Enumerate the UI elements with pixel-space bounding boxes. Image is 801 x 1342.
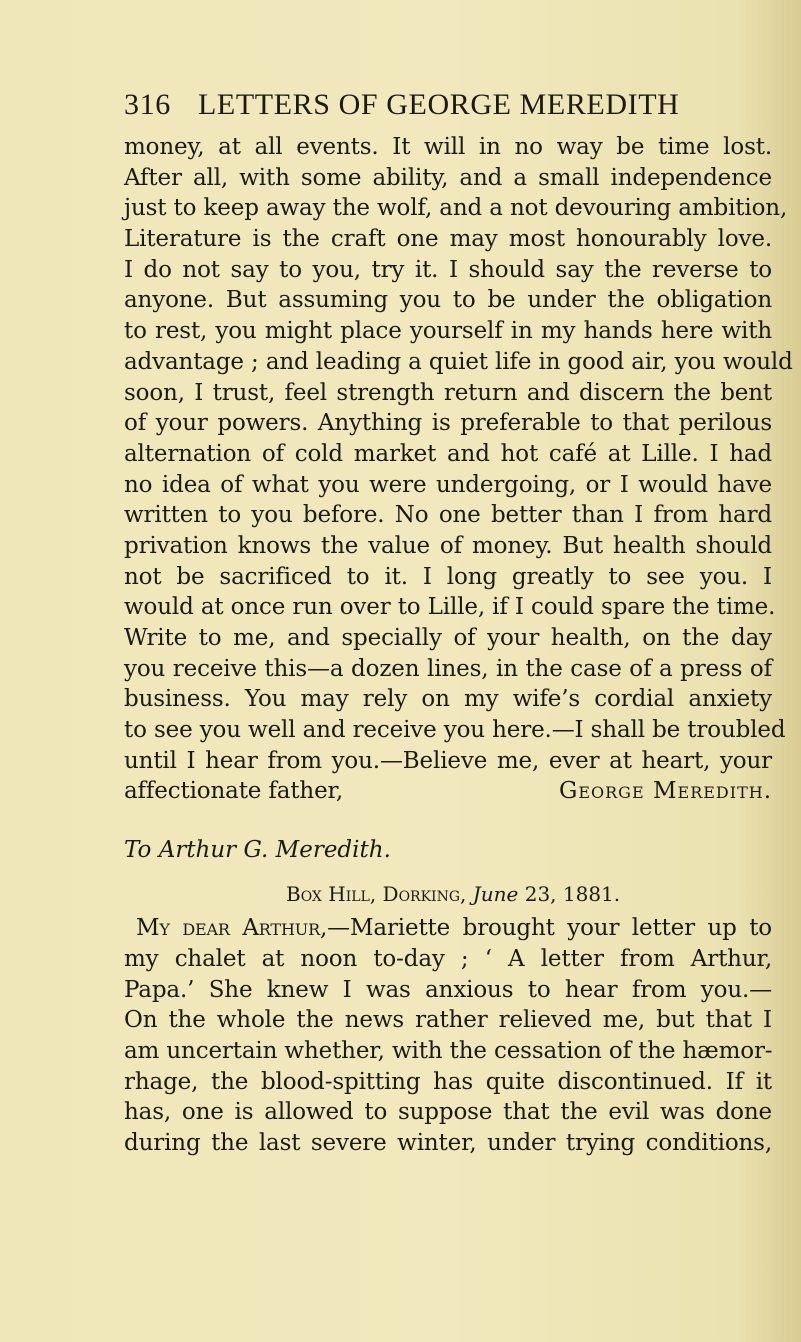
text-line: not be sacrificed to it. I long greatly to see you. I [124, 563, 772, 590]
salutation: My dear Arthur, [136, 915, 328, 942]
text-line: Literature is the craft one may most honourably love. [124, 226, 772, 253]
text-line: money, at all events. It will in no way be time lost. [124, 134, 772, 160]
book-page [124, 88, 793, 1159]
text-line: to rest, you might place yourself in my hands here with [124, 318, 772, 345]
text-line: just to keep away the wolf, and a not devouring ambition, [124, 195, 788, 222]
text-line: you receive this—a dozen lines, in the case of a press of [124, 655, 772, 682]
text-line: On the whole the news rather relieved me, but that I [124, 1007, 772, 1034]
text-line: advantage ; and leading a quiet life in good air, you would [124, 348, 793, 375]
text-line: After all, with some ability, and a small independence [124, 164, 772, 191]
letter-body [124, 132, 793, 807]
salutation-rest: —Mariette brought your letter up to [327, 915, 772, 942]
dateline-place: Box Hill, Dorking, [286, 882, 467, 907]
dateline-month: June [472, 882, 519, 907]
text-line: alternation of cold market and hot café at Lille. I had [124, 440, 772, 467]
text-line: I do not say to you, try it. I should say the reverse to [124, 256, 772, 283]
closing-line [124, 776, 772, 807]
text-line: my chalet at noon to-day ; ‘ A letter from Arthur, [124, 945, 772, 972]
letter-body-2 [124, 913, 772, 1159]
text-line: to see you well and receive you here.—I shall be troubled [124, 717, 786, 744]
text-line: written to you before. No one better than I from hard [124, 502, 772, 529]
text-line: would at once run over to Lille, if I could spare the time. [124, 594, 776, 621]
text-line: rhage, the blood-spitting has quite discontinued. If it [124, 1068, 772, 1095]
text-line: Papa.’ She knew I was anxious to hear from you.— [124, 976, 772, 1003]
section-gap [124, 807, 772, 835]
text-line: privation knows the value of money. But health should [124, 532, 772, 559]
text-line: Write to me, and specially of your health, on the day [124, 625, 772, 651]
text-line: soon, I trust, feel strength return and discern the bent [124, 379, 772, 406]
text-line: until I hear from you.—Believe me, ever at heart, your [124, 747, 772, 774]
text-line: am uncertain whether, with the cessation of the hæmor- [124, 1037, 773, 1064]
closing-text: affectionate father, [124, 778, 344, 805]
dateline-date: 23, 1881. [524, 882, 621, 907]
page-number: 316 [124, 88, 171, 121]
text-line: has, one is allowed to suppose that the evil was done [124, 1099, 772, 1126]
text-line: during the last severe winter, under trying conditions, [124, 1129, 772, 1156]
signature: George Meredith. [558, 778, 772, 805]
letter-addressee: To Arthur G. Meredith. [124, 837, 391, 864]
running-head [124, 88, 772, 132]
salutation-line [124, 913, 772, 944]
text-line: of your powers. Anything is preferable to that perilous [124, 410, 772, 437]
running-title: LETTERS OF GEORGE MEREDITH [198, 88, 680, 121]
text-line: no idea of what you were undergoing, or I would have [124, 471, 772, 498]
letter-dateline [124, 879, 772, 913]
text-line: anyone. But assuming you to be under the obligation [124, 287, 772, 314]
text-line: business. You may rely on my wife’s cordial anxiety [124, 686, 772, 713]
